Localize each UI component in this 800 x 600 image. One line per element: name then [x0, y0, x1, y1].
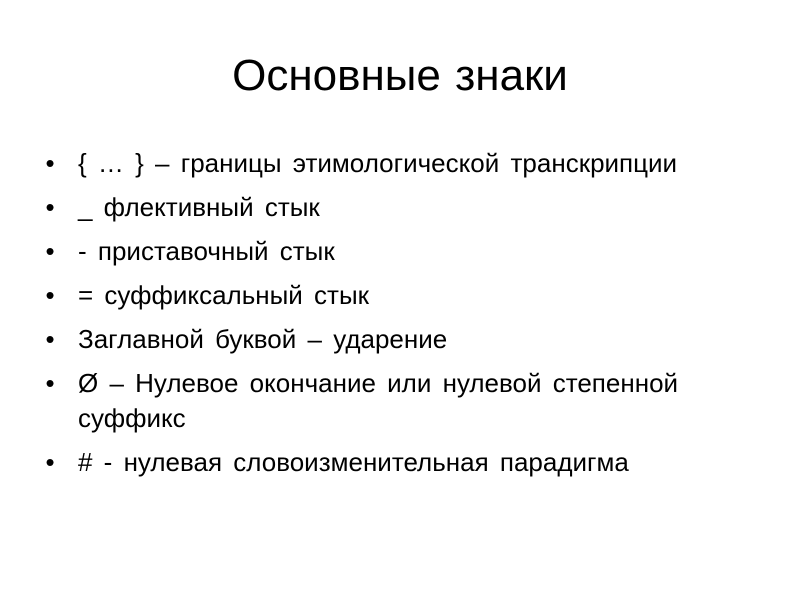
bullet-item [40, 146, 760, 181]
bullet-item [40, 234, 760, 269]
bullet-list [40, 146, 760, 489]
slide-title: Основные знаки [232, 51, 568, 100]
bullet-item [40, 278, 760, 313]
bullet-item [40, 322, 760, 357]
bullet-icon: • [45, 368, 55, 398]
bullet-text: = суффиксальный стык [78, 280, 370, 310]
bullet-text: _ флективный стык [78, 192, 320, 222]
bullet-text: Ø – Нулевое окончание или нулевой степенной суффикс [78, 368, 679, 433]
bullet-text: # - нулевая словоизменительная парадигма [78, 447, 629, 477]
bullet-item [40, 190, 760, 225]
bullet-icon: • [45, 236, 55, 266]
bullet-text: - приставочный стык [78, 236, 335, 266]
bullet-icon: • [45, 148, 55, 178]
bullet-item [40, 445, 760, 480]
bullet-text: Заглавной буквой – ударение [78, 324, 448, 354]
bullet-icon: • [45, 447, 55, 477]
bullet-text: { … } – границы этимологической транскрипции [78, 148, 678, 178]
bullet-icon: • [45, 324, 55, 354]
bullet-item [40, 366, 760, 436]
bullet-icon: • [45, 192, 55, 222]
bullet-icon: • [45, 280, 55, 310]
